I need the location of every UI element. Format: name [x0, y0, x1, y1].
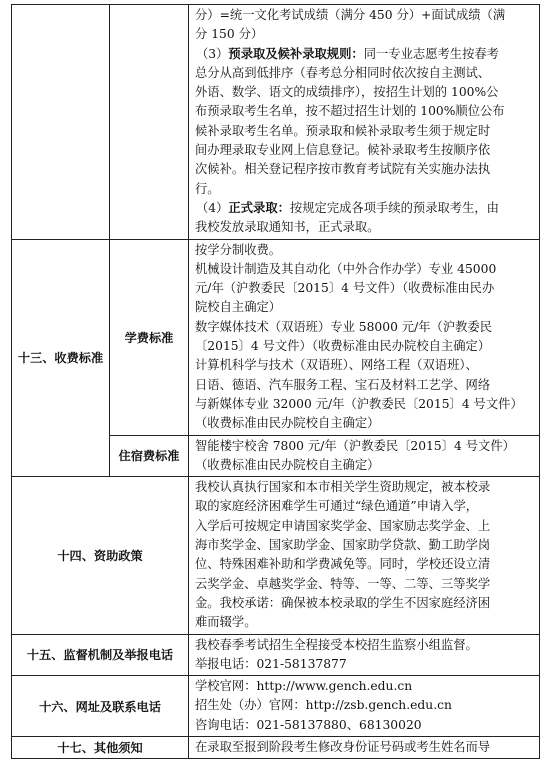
- text-line: 难而辍学。: [195, 615, 257, 630]
- text-line: 位、特殊困难补助和学费减免等。同时，学校还设立清: [195, 557, 491, 572]
- section-label-aid: 十四、资助政策: [12, 477, 189, 634]
- text-line: 候补录取考生名单。预录取和候补录取考生须于规定时: [195, 123, 491, 138]
- text-line: 计算机科学与技术（双语班）、网络工程（双语班）、: [195, 358, 478, 373]
- dormitory-content: [189, 435, 540, 477]
- admission-rules-content: [189, 5, 540, 240]
- text-line: 分）=统一文化考试成绩（满分 450 分）+面试成绩（满: [195, 8, 506, 22]
- text-line: 〔2015〕4 号文件）（收费标准由民办院校自主确定）: [195, 339, 491, 354]
- tuition-content: [189, 239, 540, 435]
- section-label-fees: 十三、收费标准: [12, 239, 110, 477]
- other-content: [189, 736, 540, 758]
- row-financial-aid: [12, 477, 540, 634]
- text-line: 总分从高到低排序（春考总分相同时依次按自主测试、: [195, 65, 491, 80]
- text-line: 取的家庭经济困难学生可通过“绿色通道”申请入学，: [195, 499, 479, 514]
- text-line: 院校自主确定）: [195, 300, 282, 315]
- text-line: 入学后可按规定申请国家奖学金、国家励志奖学金、上: [195, 518, 491, 533]
- admission-document-table: [11, 4, 540, 759]
- section-label-contact: 十六、网址及联系电话: [12, 676, 189, 737]
- text-line: 我校认真执行国家和本市相关学生资助规定，被本校录: [195, 480, 491, 495]
- pre-admission-rule-heading: （3）预录取及候补录取规则：同一专业志愿考生按春考: [196, 46, 499, 61]
- text-line: 行。: [195, 181, 220, 196]
- pre-admission-rule-title: 预录取及候补录取规则：: [228, 46, 364, 61]
- formal-admission-heading: （4）正式录取：按规定完成各项手续的预录取考生，由: [196, 200, 499, 215]
- aid-content: [189, 477, 540, 634]
- text-line: 布预录取考生名单，按不超过招生计划的 100%顺位公布: [195, 104, 505, 119]
- text-line: 按学分制收费。: [195, 242, 282, 257]
- section-label-other: 十七、其他须知: [12, 736, 189, 758]
- school-website-link[interactable]: 学校官网：http://www.gench.edu.cn: [195, 679, 413, 694]
- inquiry-phone: 咨询电话：021-58137880、68130020: [195, 717, 422, 732]
- admissions-website-link[interactable]: 招生处（办）官网：http://zsb.gench.edu.cn: [195, 698, 452, 713]
- sublabel-tuition: 学费标准: [110, 239, 189, 435]
- row-supervision: [12, 634, 540, 676]
- text-line: 次候补。相关登记程序按市教育考试院有关实施办法执: [195, 162, 491, 177]
- report-phone: 举报电话：021-58137877: [195, 656, 347, 671]
- row-admission-rules: [12, 5, 540, 240]
- row-tuition: [12, 239, 540, 435]
- row-contact: [12, 676, 540, 737]
- text-line: 日语、德语、汽车服务工程、宝石及材料工艺学、网络: [195, 377, 491, 392]
- text-line: 机械设计制造及其自动化（中外合作办学）专业 45000: [195, 261, 497, 276]
- text-line: （收费标准由民办院校自主确定）: [195, 457, 380, 472]
- text-line: 数字媒体技术（双语班）专业 58000 元/年（沪教委民: [195, 319, 493, 334]
- text-line: （收费标准由民办院校自主确定）: [195, 416, 380, 431]
- text-line: 智能楼宇校舍 7800 元/年（沪教委民〔2015〕4 号文件）: [195, 438, 515, 453]
- contact-content: [189, 676, 540, 737]
- section-label-supervision: 十五、监督机制及举报电话: [12, 634, 189, 676]
- text-line: 海市奖学金、国家助学金、国家助学贷款、勤工助学岗: [195, 538, 491, 553]
- text-line: 金。我校承诺：确保被本校录取的学生不因家庭经济困: [195, 595, 491, 610]
- supervision-content: [189, 634, 540, 676]
- text-line: 间办理录取专业网上信息登记。候补录取考生按顺序依: [195, 143, 491, 158]
- cell-empty-label: [12, 5, 110, 240]
- text-line: 与新媒体专业 32000 元/年（沪教委民〔2015〕4 号文件）: [195, 396, 523, 411]
- sublabel-dormitory: 住宿费标准: [110, 435, 189, 477]
- row-other-notes: [12, 736, 540, 758]
- formal-admission-title: 正式录取：: [228, 200, 290, 215]
- cell-empty-sublabel: [110, 5, 189, 240]
- text-line: 元/年（沪教委民〔2015〕4 号文件）（收费标准由民办: [195, 281, 495, 296]
- text-line: 云奖学金、卓越奖学金、特等、一等、二等、三等奖学: [195, 576, 491, 591]
- text-line: 在录取至报到阶段考生修改身份证号码或考生姓名而导: [195, 739, 491, 754]
- text-line: 外语、数学、语文的成绩排序），按招生计划的 100%公: [195, 85, 499, 100]
- text-line: 我校春季考试招生全程接受本校招生监察小组监督。: [195, 637, 478, 652]
- text-line: 我校发放录取通知书，正式录取。: [195, 220, 380, 235]
- text-line: 分 150 分）: [195, 27, 264, 42]
